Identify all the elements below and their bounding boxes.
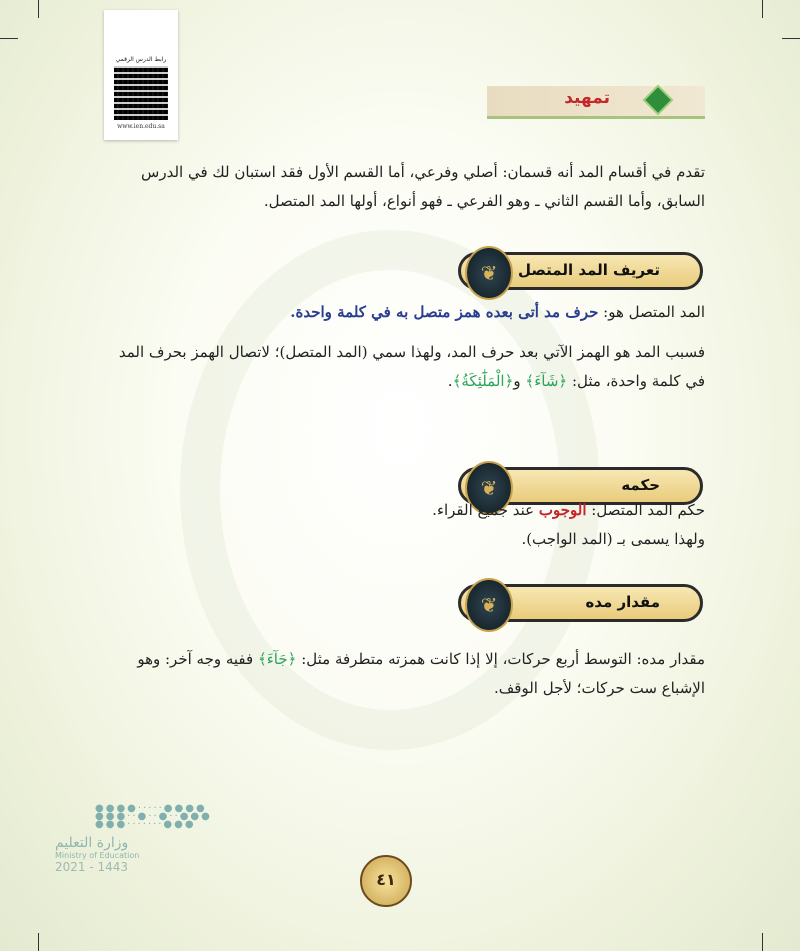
ruling-highlight: الوجوب: [538, 501, 587, 519]
definition-prefix: المد المتصل هو:: [598, 303, 705, 321]
ministry-dots-icon: ●●●●·····●●●● ●●●··●··●··●●● ●●●·······●●●: [95, 803, 212, 830]
ministry-name-ar: وزارة التعليم: [55, 835, 129, 851]
definition-highlight: حرف مد أتى بعده همز متصل به في كلمة واحدة.: [290, 303, 599, 321]
example-word: ﴿الْمَلَٰٓئِكَةُ﴾: [452, 372, 514, 390]
explanation-text: فسبب المد هو الهمز الآتي بعد حرف المد، ولهذا سمي (المد المتصل)؛ لاتصال الهمز بحرف المد في كلمة واحدة، مثل:: [118, 343, 705, 390]
ruling-line2: ولهذا يسمى بـ (المد الواجب).: [521, 530, 705, 548]
qr-code-icon[interactable]: [114, 66, 168, 120]
intro-text: تقدم في أقسام المد أنه قسمان: أصلي وفرعي، أما القسم الأول فقد استبان لك في الدرس السابق، وأما القسم الثاني ـ وهو الفرعي ـ فهو أنواع، أولها المد المتصل.: [141, 163, 705, 210]
ministry-name-en: Ministry of Education: [55, 851, 140, 860]
section-title: حكمه: [621, 476, 660, 494]
period: .: [447, 372, 453, 390]
conjunction: و: [513, 372, 526, 390]
length-text-1: مقدار مده: التوسط أربع حركات، إلا إذا كانت همزته متطرفة مثل:: [296, 650, 705, 668]
crop-mark: [762, 0, 763, 18]
crop-mark: [762, 933, 763, 951]
length-text: [95, 645, 705, 703]
edition-year: 2021 - 1443: [55, 860, 129, 874]
crop-mark: [38, 933, 39, 951]
diamond-icon: [645, 87, 670, 112]
qr-label: رابط الدرس الرقمي: [115, 56, 167, 63]
ruling-text: [95, 496, 705, 554]
definition-text: [95, 298, 705, 327]
floral-emblem-icon: ❦: [465, 461, 513, 515]
example-word: ﴿جَآءَ﴾: [257, 650, 297, 668]
page-number: ٤١: [360, 855, 412, 907]
qr-card[interactable]: [104, 10, 178, 140]
section-title: مقدار مده: [585, 593, 660, 611]
crop-mark: [782, 38, 800, 39]
example-word: ﴿شَآءَ﴾: [525, 372, 568, 390]
crop-mark: [0, 38, 18, 39]
definition-explanation: [95, 338, 705, 396]
section-heading-definition: [458, 252, 703, 290]
section-title: تعريف المد المتصل: [518, 261, 660, 279]
intro-title: تمهيد: [564, 88, 610, 108]
ruling-suffix: عند جميع القراء.: [432, 501, 539, 519]
ruling-prefix: حكم المد المتصل:: [586, 501, 705, 519]
ministry-logo: [55, 805, 212, 874]
length-text-2: ففيه وجه آخر: وهو الإشباع ست حركات؛ لأجل الوقف.: [137, 650, 705, 697]
floral-emblem-icon: ❦: [465, 246, 513, 300]
qr-url[interactable]: www.ien.edu.sa: [117, 123, 165, 130]
intro-heading: [487, 86, 705, 119]
section-heading-length: [458, 584, 703, 622]
crop-mark: [38, 0, 39, 18]
floral-emblem-icon: ❦: [465, 578, 513, 632]
